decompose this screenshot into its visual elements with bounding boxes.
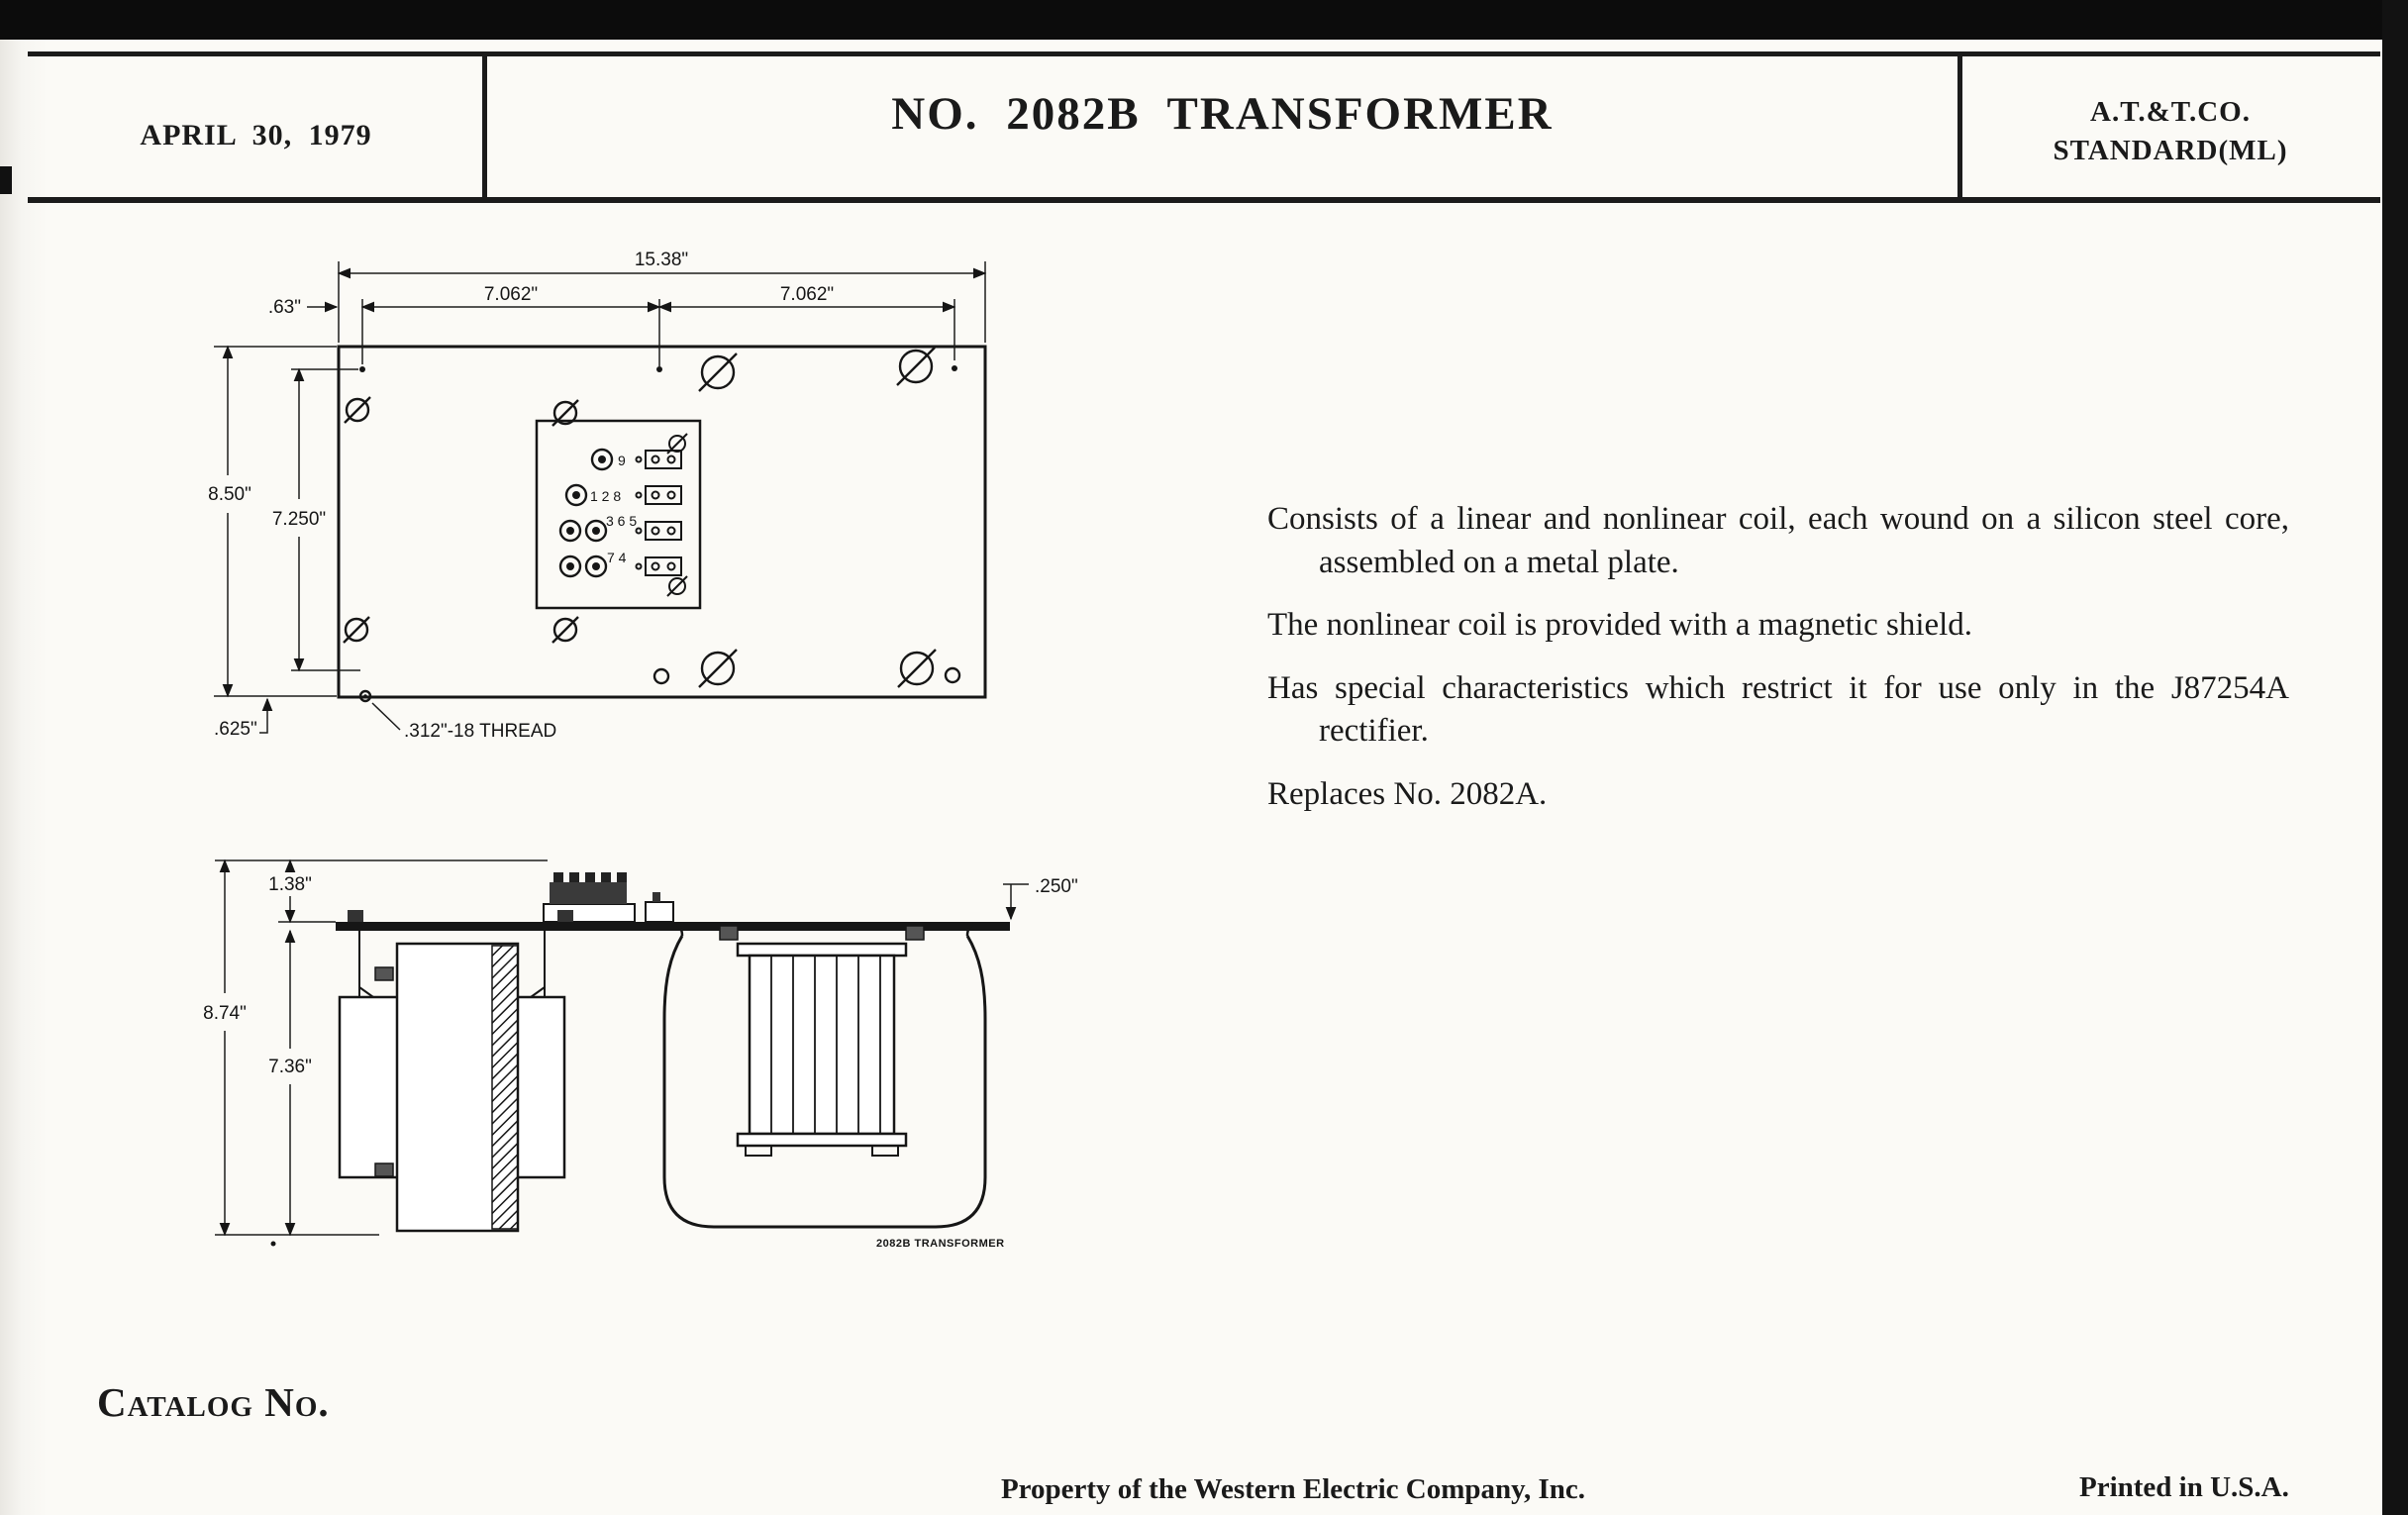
- property-notice: Property of the Western Electric Company, Inc.: [1000, 1473, 1586, 1505]
- description-block: [1267, 498, 2289, 836]
- terminal-connectors: [637, 451, 682, 575]
- terminal-block: [537, 421, 700, 608]
- terminal-row-1-label: 9: [618, 453, 626, 468]
- header-rule-bottom: [28, 197, 2380, 203]
- mounting-holes: [344, 348, 959, 701]
- top-view-drawing: [202, 250, 1074, 748]
- description-paragraph: Replaces No. 2082A.: [1267, 775, 1548, 812]
- description-paragraph: Has special characteristics which restrict it for use only in the J87254A rectifier.: [1267, 669, 2289, 750]
- page-title: NO. 2082B TRANSFORMER: [891, 88, 1554, 140]
- terminal-row-2-label: 1 2 8: [590, 488, 622, 504]
- dim-offset-left: .63": [267, 297, 301, 318]
- linear-coil-assembly: [340, 910, 573, 1231]
- description-paragraph: Consists of a linear and nonlinear coil, each wound on a silicon steel core, assembled on a metal plate.: [1267, 501, 2289, 580]
- side-view-drawing: [195, 849, 1098, 1262]
- thread-note: .312"-18 THREAD: [404, 721, 557, 742]
- dim-body-height: 7.36": [268, 1057, 312, 1077]
- scan-right-black-bar: [2382, 0, 2408, 1515]
- org-block: [1962, 93, 2378, 170]
- scan-top-black-bar: [0, 0, 2408, 40]
- dim-offset-bottom: .625": [214, 719, 257, 740]
- dim-hole-span: 7.250": [271, 509, 327, 530]
- dim-total-width: 15.38": [634, 250, 689, 270]
- issue-date: APRIL 30, 1979: [140, 119, 372, 152]
- terminal-posts: [560, 450, 612, 576]
- header-rule-top: [28, 51, 2380, 56]
- scan-edge-artifact: [0, 166, 12, 194]
- terminal-row-4-label: 7 4: [607, 550, 627, 565]
- dim-span-right: 7.062": [779, 284, 835, 305]
- drawing-caption: 2082B TRANSFORMER: [876, 1238, 1005, 1250]
- nonlinear-coil-assembly: [664, 924, 985, 1227]
- dim-span-left: 7.062": [483, 284, 539, 305]
- terminal-post-centers: [566, 455, 606, 570]
- description-paragraph: The nonlinear coil is provided with a magnetic shield.: [1267, 607, 1973, 644]
- terminal-row-3-label: 3 6 5: [606, 513, 638, 529]
- dim-plate-thickness: .250": [1035, 876, 1078, 897]
- catalog-number-label: Catalog No.: [97, 1379, 330, 1425]
- dim-plate-height: 8.50": [208, 484, 251, 505]
- dim-total-height: 8.74": [203, 1003, 247, 1024]
- dimension-reference-dot: [271, 1242, 276, 1247]
- dim-terminal-height: 1.38": [268, 874, 312, 895]
- org-standard: STANDARD(ML): [2053, 135, 2288, 166]
- printed-notice: Printed in U.S.A.: [2079, 1471, 2289, 1503]
- org-name: A.T.&T.CO.: [2090, 96, 2251, 128]
